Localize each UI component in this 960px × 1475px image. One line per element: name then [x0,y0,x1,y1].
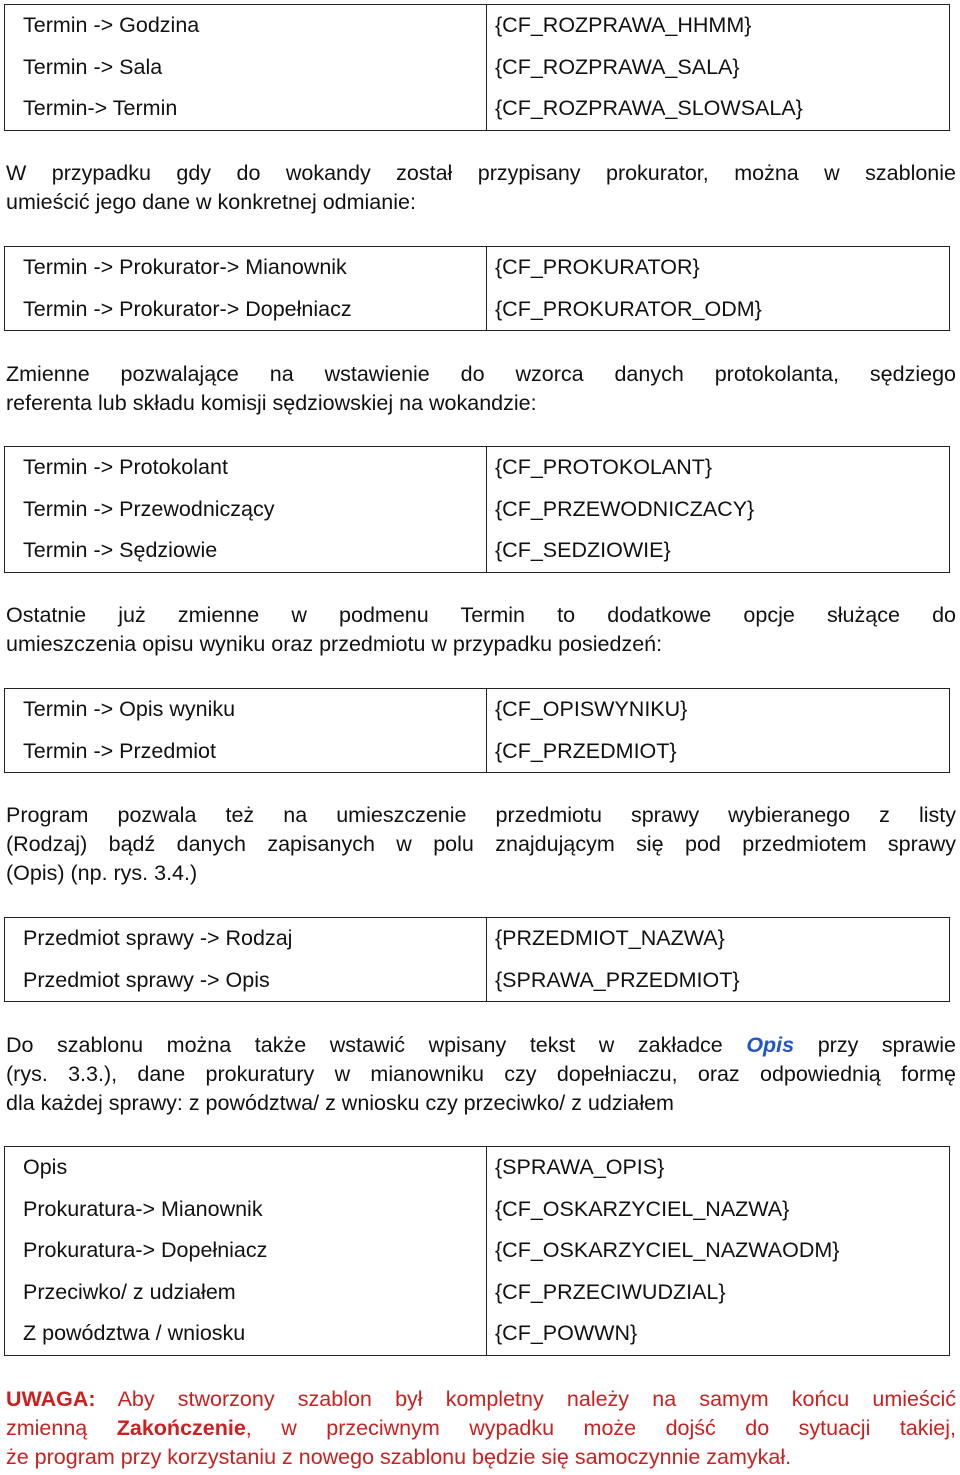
row-code: {CF_POWWN} [495,1321,638,1345]
paragraph-line [6,1031,956,1060]
paragraph-line: że program przy korzystaniu z nowego szablonu będzie się samoczynnie zamykał. [6,1445,792,1469]
warning-paragraph [6,1385,956,1472]
paragraph-line: (rys. 3.3.), dane prokuratury w mianowniku czy dopełniaczu, oraz odpowiednią formę [6,1062,956,1086]
paragraph-przedmiot [6,801,956,888]
paragraph-ostatnie [6,601,956,659]
text-segment: , w przeciwnym wypadku może dojść do sytuacji takiej, [245,1416,956,1440]
variables-table-sklad [4,446,950,573]
row-label: Termin -> Protokolant [23,455,228,479]
row-code: {CF_PRZEDMIOT} [495,738,677,763]
row-label: Termin -> Sala [23,54,163,79]
row-label: Z powództwa / wniosku [23,1321,246,1345]
table-cell-label [5,1147,487,1356]
row-label: Termin -> Opis wyniku [23,697,236,721]
paragraph-line: dla każdej sprawy: z powództwa/ z wniosku czy przeciwko/ z udziałem [6,1091,674,1115]
row-code: {CF_OSKARZYCIEL_NAZWAODM} [495,1238,840,1262]
row-label: Termin -> Przewodniczący [23,496,275,521]
row-code: {CF_ROZPRAWA_SLOWSALA} [495,96,803,120]
variables-table-termin [4,4,950,131]
table-cell-label [5,247,487,331]
row-label: Termin -> Godzina [23,13,200,37]
zakonczenie-variable: Zakończenie [116,1416,246,1440]
table-row [5,689,950,773]
paragraph-line [6,1385,956,1414]
row-label: Termin -> Prokurator-> Mianownik [23,255,347,279]
paragraph-line: Ostatnie już zmienne w podmenu Termin to dodatkowe opcje służące do [6,603,956,627]
row-label: Prokuratura-> Mianownik [23,1196,263,1221]
paragraph-line: (Rodzaj) bądź danych zapisanych w polu znajdującym się pod przedmiotem sprawy [6,832,956,856]
table-row [5,918,950,1002]
row-label: Termin -> Sędziowie [23,538,218,562]
row-code: {SPRAWA_OPIS} [495,1155,665,1179]
warning-label: UWAGA: [6,1387,96,1411]
table-cell-code [487,447,950,573]
table-cell-code [487,689,950,773]
row-code: {SPRAWA_PRZEDMIOT} [495,967,740,992]
row-label: Przeciwko/ z udziałem [23,1279,236,1304]
row-code: {CF_SEDZIOWIE} [495,538,671,562]
paragraph-prokurator [6,159,956,217]
paragraph-line: Zmienne pozwalające na wstawienie do wzorca danych protokolanta, sędziego [6,362,956,386]
paragraph-line [6,1414,956,1443]
opis-tab-reference: Opis [746,1033,795,1057]
text-segment: przy sprawie [817,1033,956,1057]
table-cell-code [487,247,950,331]
variables-table-wynik [4,688,950,773]
row-code: {PRZEDMIOT_NAZWA} [495,926,725,950]
text-segment: zmienną [6,1416,88,1440]
table-row [5,5,950,131]
paragraph-opis [6,1031,956,1118]
text-segment: Do szablonu można także wstawić wpisany tekst w zakładce [6,1033,723,1057]
row-code: {CF_PRZEWODNICZACY} [495,496,755,521]
paragraph-line: W przypadku gdy do wokandy został przypisany prokurator, można w szablonie [6,161,956,185]
table-cell-label [5,918,487,1002]
table-row [5,247,950,331]
variables-table-prokurator [4,246,950,331]
text-segment: Aby stworzony szablon był kompletny należy na samym końcu umieścić [117,1387,956,1411]
row-label: Przedmiot sprawy -> Rodzaj [23,926,293,950]
table-cell-code [487,5,950,131]
row-code: {CF_ROZPRAWA_SALA} [495,54,740,79]
row-code: {CF_PROTOKOLANT} [495,455,713,479]
paragraph-line: Program pozwala też na umieszczenie przedmiotu sprawy wybieranego z listy [6,803,956,827]
row-label: Termin -> Prokurator-> Dopełniacz [23,296,352,321]
paragraph-protokolant [6,360,956,418]
row-label: Prokuratura-> Dopełniacz [23,1238,268,1262]
table-row [5,1147,950,1356]
row-label: Termin -> Przedmiot [23,738,216,763]
table-cell-label [5,447,487,573]
row-label: Przedmiot sprawy -> Opis [23,967,270,992]
row-code: {CF_OSKARZYCIEL_NAZWA} [495,1196,790,1221]
paragraph-line: (Opis) (np. rys. 3.4.) [6,861,198,885]
variables-table-sprawa [4,1146,950,1356]
variables-table-przedmiot [4,917,950,1002]
paragraph-line: referenta lub składu komisji sędziowskiej na wokandzie: [6,391,537,415]
row-code: {CF_OPISWYNIKU} [495,697,688,721]
paragraph-line: umieścić jego dane w konkretnej odmianie: [6,190,416,214]
table-cell-code [487,1147,950,1356]
row-label: Termin-> Termin [23,96,178,120]
table-cell-code [487,918,950,1002]
row-code: {CF_PRZECIWUDZIAL} [495,1279,726,1304]
table-cell-label [5,689,487,773]
paragraph-line: umieszczenia opisu wyniku oraz przedmiotu w przypadku posiedzeń: [6,632,663,656]
table-row [5,447,950,573]
row-code: {CF_PROKURATOR} [495,255,700,279]
table-cell-label [5,5,487,131]
row-label: Opis [23,1155,68,1179]
row-code: {CF_PROKURATOR_ODM} [495,296,762,321]
row-code: {CF_ROZPRAWA_HHMM} [495,13,752,37]
